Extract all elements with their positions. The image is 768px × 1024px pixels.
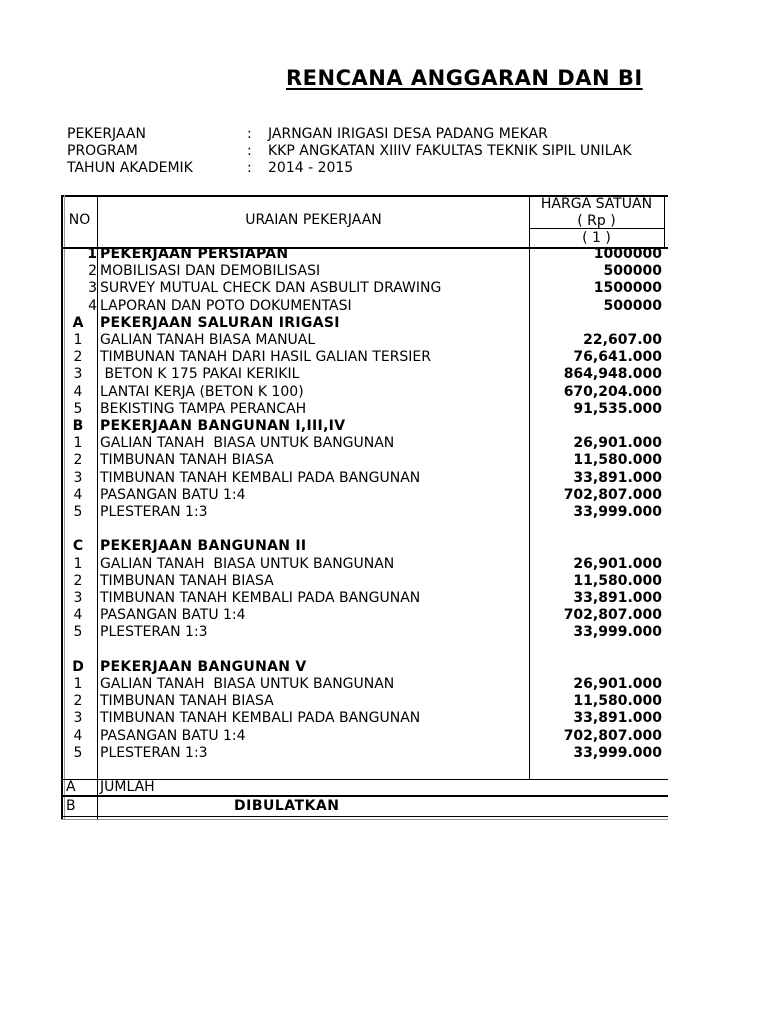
row-description: TIMBUNAN TANAH KEMBALI PADA BANGUNAN bbox=[100, 590, 421, 606]
row-no: 4 bbox=[73, 607, 83, 623]
row-price: 33,999.000 bbox=[573, 745, 662, 761]
row-price: 702,807.000 bbox=[563, 728, 662, 744]
row-price: 670,204.000 bbox=[563, 384, 662, 400]
row-description: TIMBUNAN TANAH KEMBALI PADA BANGUNAN bbox=[100, 470, 421, 486]
row-description: PASANGAN BATU 1:4 bbox=[100, 728, 246, 744]
footer-no-b: B bbox=[66, 798, 76, 814]
row-description: PLESTERAN 1:3 bbox=[100, 624, 208, 640]
row-no: 1 bbox=[73, 556, 83, 572]
row-price: 91,535.000 bbox=[573, 401, 662, 417]
row-price: 33,999.000 bbox=[573, 504, 662, 520]
info-label-tahun-akademik: TAHUN AKADEMIK bbox=[67, 160, 193, 176]
row-no: C bbox=[72, 538, 84, 554]
row-no: 2 bbox=[73, 452, 83, 468]
row-description: BETON K 175 PAKAI KERIKIL bbox=[100, 366, 300, 382]
row-price: 22,607.00 bbox=[583, 332, 662, 348]
row-description: PEKERJAAN SALURAN IRIGASI bbox=[100, 315, 340, 331]
row-description: BEKISTING TAMPA PERANCAH bbox=[100, 401, 307, 417]
row-description: TIMBUNAN TANAH KEMBALI PADA BANGUNAN bbox=[100, 710, 421, 726]
row-description: PEKERJAAN BANGUNAN II bbox=[100, 538, 307, 554]
info-label-program: PROGRAM bbox=[67, 143, 138, 159]
row-no: 2 bbox=[73, 573, 83, 589]
row-no: 5 bbox=[73, 624, 83, 640]
row-price: 11,580.000 bbox=[573, 573, 662, 589]
row-description: GALIAN TANAH BIASA UNTUK BANGUNAN bbox=[100, 676, 395, 692]
row-price: 702,807.000 bbox=[563, 607, 662, 623]
row-no: 3 bbox=[73, 366, 83, 382]
row-description: PEKERJAAN BANGUNAN I,III,IV bbox=[100, 418, 346, 434]
row-description: PASANGAN BATU 1:4 bbox=[100, 487, 246, 503]
row-description: TIMBUNAN TANAH BIASA bbox=[100, 573, 274, 589]
info-colon: : bbox=[247, 126, 252, 142]
row-no: 5 bbox=[73, 401, 83, 417]
table-bottom-line-double bbox=[61, 819, 668, 820]
row-price: 33,891.000 bbox=[573, 710, 662, 726]
row-price: 1500000 bbox=[593, 280, 662, 296]
row-no: 1 bbox=[87, 246, 97, 262]
row-description: PASANGAN BATU 1:4 bbox=[100, 607, 246, 623]
row-price: 76,641.000 bbox=[573, 349, 662, 365]
row-description: PEKERJAAN BANGUNAN V bbox=[100, 659, 307, 675]
row-description: TIMBUNAN TANAH BIASA bbox=[100, 452, 274, 468]
info-label-pekerjaan: PEKERJAAN bbox=[67, 126, 146, 142]
footer-no-a: A bbox=[66, 779, 76, 795]
row-description: GALIAN TANAH BIASA UNTUK BANGUNAN bbox=[100, 435, 395, 451]
row-price: 26,901.000 bbox=[573, 435, 662, 451]
col-divider-harga bbox=[529, 195, 530, 779]
header-uraian: URAIAN PEKERJAAN bbox=[245, 212, 382, 228]
row-price: 864,948.000 bbox=[563, 366, 662, 382]
row-no: 3 bbox=[88, 280, 97, 296]
row-no: 2 bbox=[88, 263, 97, 279]
info-value-program: KKP ANGKATAN XIIIV FAKULTAS TEKNIK SIPIL UNILAK bbox=[268, 143, 632, 159]
row-no: 4 bbox=[73, 487, 83, 503]
row-no: 4 bbox=[88, 298, 97, 314]
row-description: PEKERJAAN PERSIAPAN bbox=[100, 246, 289, 262]
row-description: LANTAI KERJA (BETON K 100) bbox=[100, 384, 304, 400]
header-harga-line1: HARGA SATUAN bbox=[540, 196, 653, 212]
row-no: B bbox=[72, 418, 84, 434]
row-description: GALIAN TANAH BIASA MANUAL bbox=[100, 332, 316, 348]
info-value-pekerjaan: JARNGAN IRIGASI DESA PADANG MEKAR bbox=[268, 126, 548, 142]
row-no: 2 bbox=[73, 693, 83, 709]
row-no: D bbox=[72, 659, 84, 675]
row-description: TIMBUNAN TANAH DARI HASIL GALIAN TERSIER bbox=[100, 349, 432, 365]
header-harga-line2: ( Rp ) bbox=[577, 213, 616, 229]
row-no: 3 bbox=[73, 470, 83, 486]
footer-dibulatkan: DIBULATKAN bbox=[234, 798, 340, 814]
header-harga-line3: ( 1 ) bbox=[582, 230, 611, 246]
info-colon: : bbox=[247, 160, 252, 176]
row-price: 11,580.000 bbox=[573, 693, 662, 709]
row-no: 5 bbox=[73, 745, 83, 761]
row-price: 702,807.000 bbox=[563, 487, 662, 503]
row-no: 1 bbox=[73, 332, 83, 348]
row-no: 5 bbox=[73, 504, 83, 520]
row-description: SURVEY MUTUAL CHECK DAN ASBULIT DRAWING bbox=[100, 280, 442, 296]
row-price: 1000000 bbox=[593, 246, 662, 262]
row-no: 2 bbox=[73, 349, 83, 365]
row-no: 4 bbox=[73, 728, 83, 744]
header-no: NO bbox=[68, 212, 91, 228]
footer-jumlah: JUMLAH bbox=[100, 779, 155, 795]
row-price: 500000 bbox=[603, 298, 662, 314]
row-description: GALIAN TANAH BIASA UNTUK BANGUNAN bbox=[100, 556, 395, 572]
row-description: PLESTERAN 1:3 bbox=[100, 745, 208, 761]
col-right-border bbox=[664, 195, 665, 247]
row-price: 26,901.000 bbox=[573, 556, 662, 572]
row-no: 1 bbox=[73, 676, 83, 692]
row-price: 26,901.000 bbox=[573, 676, 662, 692]
row-no: 3 bbox=[73, 710, 83, 726]
info-value-tahun-akademik: 2014 - 2015 bbox=[268, 160, 354, 176]
row-description: TIMBUNAN TANAH BIASA bbox=[100, 693, 274, 709]
row-no: 3 bbox=[73, 590, 83, 606]
row-price: 500000 bbox=[603, 263, 662, 279]
page-title: RENCANA ANGGARAN DAN BI bbox=[286, 66, 643, 90]
row-price: 33,891.000 bbox=[573, 590, 662, 606]
info-colon: : bbox=[247, 143, 252, 159]
row-description: LAPORAN DAN POTO DOKUMENTASI bbox=[100, 298, 352, 314]
row-no: 4 bbox=[73, 384, 83, 400]
row-price: 33,999.000 bbox=[573, 624, 662, 640]
row-price: 33,891.000 bbox=[573, 470, 662, 486]
table-bottom-line bbox=[61, 816, 668, 817]
row-no: 1 bbox=[73, 435, 83, 451]
row-description: MOBILISASI DAN DEMOBILISASI bbox=[100, 263, 321, 279]
row-price: 11,580.000 bbox=[573, 452, 662, 468]
row-description: PLESTERAN 1:3 bbox=[100, 504, 208, 520]
col-divider-no bbox=[97, 195, 98, 819]
row-no: A bbox=[72, 315, 84, 331]
